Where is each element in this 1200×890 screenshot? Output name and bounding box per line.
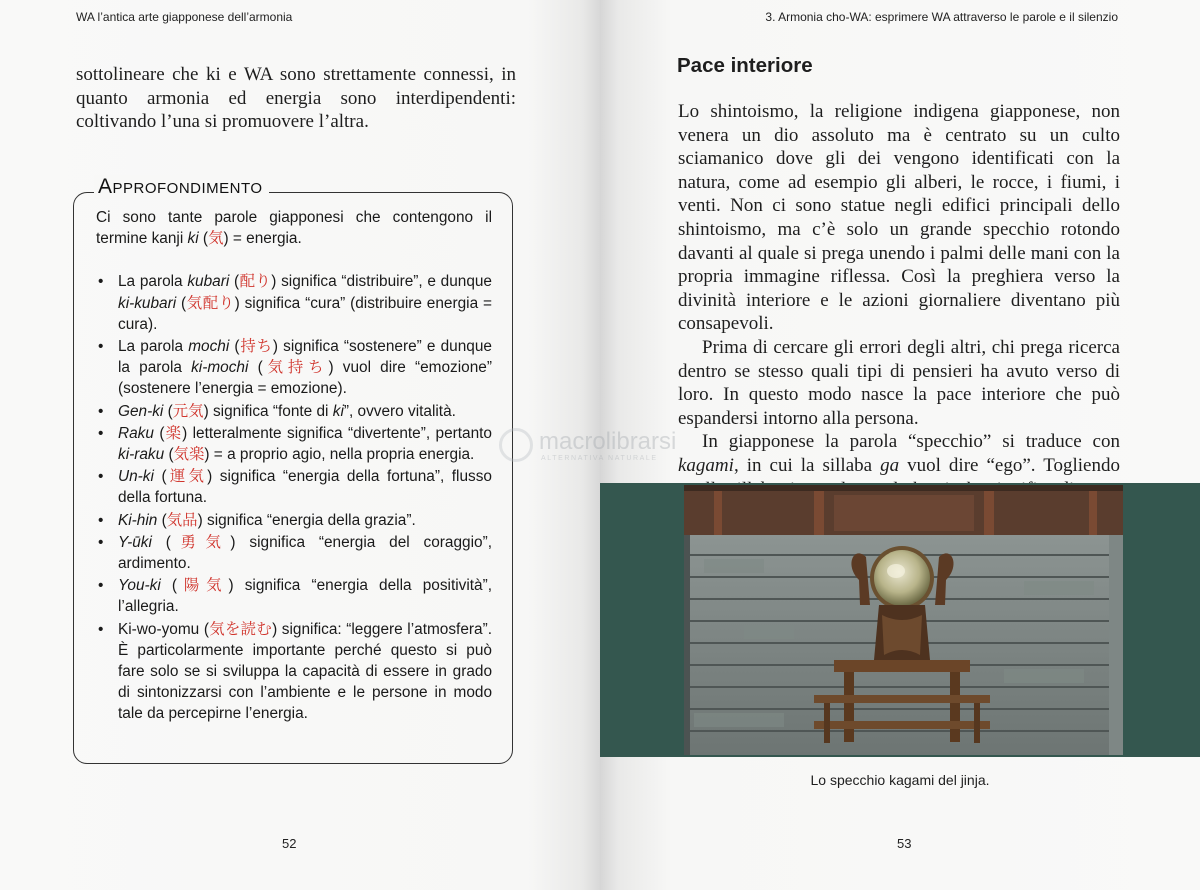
item-text: significa “cura” (distribuire energia = cura). [118, 294, 492, 333]
list-item: • La parola mochi (持ち) significa “sostenere” e dunque la parola ki-mochi (気持ち) vuol dire “emozione” (sostenere l’energia = emozione). [96, 336, 492, 400]
item-term: ki-kubari [118, 294, 177, 312]
list-item: • Un-ki (運気) significa “energia della fortuna”, flusso della fortuna. [96, 466, 492, 508]
intro-term: ki [187, 230, 199, 248]
page-number-right: 53 [897, 836, 912, 851]
right-page [600, 0, 1200, 890]
running-head-left: WA l’antica arte giapponese dell’armonia [76, 10, 293, 24]
item-kanji: 気品 [166, 510, 198, 529]
item-kanji: 気を読む [208, 619, 273, 638]
item-text: significa “distribuire”, e dunque [276, 273, 492, 291]
left-paragraph [76, 63, 516, 134]
box-title: Approfondimento [94, 175, 269, 199]
item-text: ”, ovvero vitalità. [343, 402, 456, 420]
section-title: Pace interiore [677, 54, 813, 77]
item-kanji: 持ち [239, 337, 273, 356]
list-item: • Y-ūki (勇気) significa “energia del coraggio”, ardimento. [96, 532, 492, 574]
item-text: significa “energia della positività”, l’allegria. [118, 577, 492, 616]
kanji-list [96, 271, 492, 724]
watermark-name: macrolibrarsi [539, 428, 677, 455]
intro-text-end: = energia. [228, 230, 302, 248]
item-term: Ki-hin [118, 511, 158, 529]
item-term: ki-mochi [191, 359, 249, 377]
p3-text: vuol dire “ego”. Togliendo [907, 454, 1120, 476]
right-body [678, 100, 1120, 501]
item-term: ki-raku [118, 446, 165, 464]
list-item: • La parola kubari (配り) significa “distribuire”, e dunque ki-kubari (気配り) significa “cura” (distribuire energia = cura). [96, 271, 492, 335]
p3-term-ga: ga [880, 454, 900, 476]
intro-text: Ci sono tante parole giapponesi che contengono il termine kanji [96, 209, 492, 248]
item-text: significa: “leggere l’atmosfera”. È particolarmente importante perché questo si può fare solo se si sviluppa la capacità di essere in grado di sintonizzarsi con l’ambiente e le persone in modo tale da percepirne l’energia. [118, 620, 492, 723]
item-text: La parola [118, 273, 188, 291]
item-text: vuol dire “emozione” (sostenere l’energia = emozione). [118, 359, 492, 398]
item-text: letteralmente significa “divertente”, pertanto [187, 424, 492, 442]
list-item: • Gen-ki (元気) significa “fonte di ki”, ovvero vitalità. [96, 401, 492, 422]
list-item: • Ki-wo-yomu (気を読む) significa: “leggere l’atmosfera”. È particolarmente importante perché questo si può fare solo se si sviluppa la capacità di essere in grado di sintonizzarsi con l’ambiente e le persone in modo tale da percepirne l’energia. [96, 619, 492, 725]
kagami-mirror-photo [684, 485, 1123, 755]
item-term: ki [332, 402, 344, 420]
running-head-right: 3. Armonia cho-WA: esprimere WA attraverso le parole e il silenzio [765, 10, 1118, 24]
p3-term-kagami: kagami [678, 454, 734, 476]
item-text: = a proprio agio, nella propria energia. [209, 446, 475, 464]
paragraph-2: Prima di cercare gli errori degli altri, chi prega ricerca dentro se stesso quali tipi di pensieri ha avuto verso di loro. In questo modo nasce la pace interiore che può espandersi intorno alla persona. [678, 336, 1120, 429]
photo-band [600, 483, 1200, 757]
item-text: significa “energia della fortuna”, flusso della fortuna. [118, 468, 492, 507]
item-kanji: 勇気 [170, 532, 231, 551]
item-kanji: 気楽 [173, 445, 205, 464]
item-text: Ki-wo-yomu [118, 620, 204, 638]
photo-caption: Lo specchio kagami del jinja. [810, 772, 990, 788]
p3-text: , in cui la sillaba [733, 454, 881, 476]
item-kanji: 気持ち [262, 358, 329, 377]
box-content [96, 207, 492, 726]
item-term: mochi [188, 338, 230, 356]
item-text: significa “sostenere” e dunque la parola [118, 338, 492, 377]
item-text: significa “energia della grazia”. [202, 511, 416, 529]
item-text: significa “energia del coraggio”, ardimento. [118, 533, 492, 573]
item-term: Raku [118, 424, 154, 442]
item-term: Y-ūki [118, 533, 152, 551]
item-term: Un-ki [118, 468, 154, 486]
intro-kanji: 気 [208, 229, 224, 248]
list-item: • Raku (楽) letteralmente significa “divertente”, pertanto ki-raku (気楽) = a proprio agio, nella propria energia. [96, 423, 492, 465]
item-term: kubari [187, 273, 230, 291]
item-kanji: 気配り [186, 293, 235, 312]
item-text: significa “fonte di [208, 402, 333, 420]
paragraph-1: Lo shintoismo, la religione indigena giapponese, non venera un dio assoluto ma è centrato su un culto sciamanico dove gli dei vengono identificati con la natura, come ad esempio gli alberi, le rocce, i fiumi, i venti. Non ci sono statue negli edifici principali dello shintoismo, ma c’è solo un grande specchio rotondo davanti al quale si prega unendo i palmi delle mani con la propria immagine riflessa. Così la preghiera verso la divinità interiore e le azioni giornaliere diventano più consapevoli. [678, 101, 1120, 335]
watermark-tagline: ALTERNATIVA NATURALE [541, 455, 658, 462]
list-item: • You-ki (陽気) significa “energia della positività”, l’allegria. [96, 575, 492, 617]
page-number-left: 52 [282, 836, 297, 851]
item-kanji: 配り [239, 272, 272, 291]
list-item: • Ki-hin (気品) significa “energia della grazia”. [96, 510, 492, 531]
p3-text: In giapponese la parola “specchio” si traduce con [702, 431, 1120, 453]
item-text: La parola [118, 338, 189, 356]
item-kanji: 運気 [166, 467, 208, 486]
item-term: Gen-ki [118, 402, 164, 420]
item-kanji: 陽気 [177, 576, 229, 595]
item-kanji: 元気 [172, 401, 204, 420]
box-intro: Ci sono tante parole giapponesi che contengono il termine kanji ki (気) = energia. [96, 209, 492, 248]
sidebar-box-approfondimento [73, 175, 513, 764]
item-term: You-ki [118, 577, 161, 595]
paragraph-text: sottolineare che ki e WA sono strettamente connessi, in quanto armonia ed energia sono interdipendenti: coltivando l’una si promuovere l’altra. [76, 64, 516, 133]
item-kanji: 楽 [164, 423, 183, 442]
